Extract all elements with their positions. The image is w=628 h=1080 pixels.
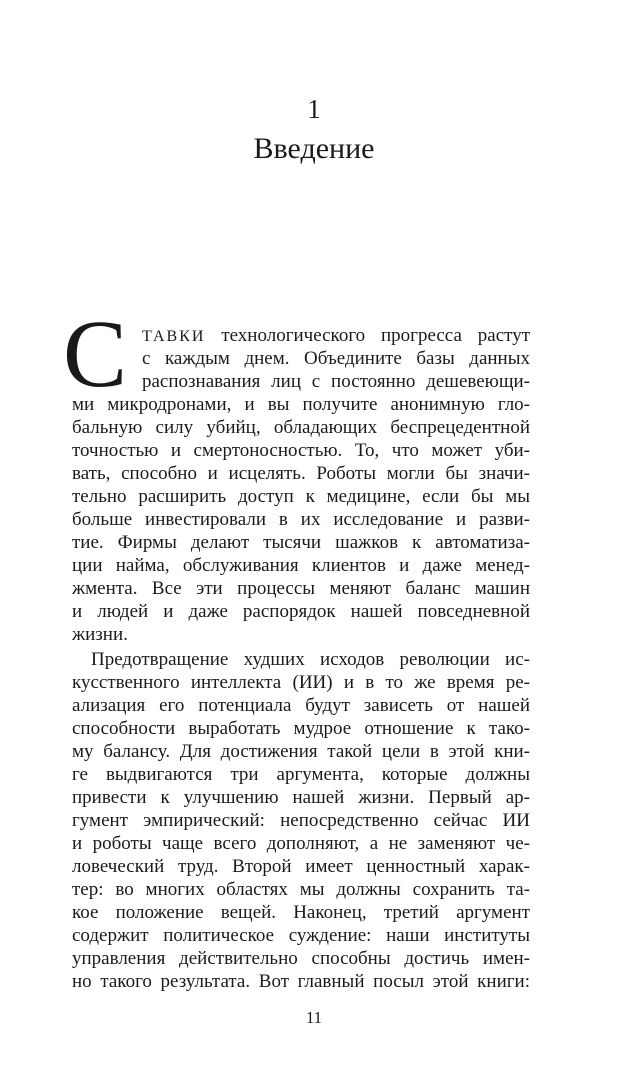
text-line: распознавания лиц с постоянно дешевеющи- bbox=[142, 371, 530, 392]
text-line: вать, способно и исцелять. Роботы могли бы значи- bbox=[72, 463, 530, 484]
text-line: гумент эмпирический: непосредственно сейчас ИИ bbox=[72, 810, 530, 831]
text-line: способности выработать мудрое отношение к тако- bbox=[72, 718, 530, 739]
text-line: ми микродронами, и вы получите анонимную гло- bbox=[72, 394, 530, 415]
text-line: содержит политическое суждение: наши институты bbox=[72, 925, 530, 946]
text-line: управления действительно способны достичь имен- bbox=[72, 948, 530, 969]
text-line bbox=[142, 324, 530, 348]
text-line: тер: во многих областях мы должны сохранить та- bbox=[72, 879, 530, 900]
lead-small-caps: ТАВКИ bbox=[142, 328, 206, 345]
text-line: ции найма, обслуживания клиентов и даже менед- bbox=[72, 555, 530, 576]
text-line: кусственного интеллекта (ИИ) и в то же время ре- bbox=[72, 672, 530, 693]
text-line: привести к улучшению нашей жизни. Первый ар- bbox=[72, 787, 530, 808]
text-line: му балансу. Для достижения такой цели в этой кни- bbox=[72, 741, 530, 762]
text-line: и роботы чаще всего дополняют, а не заменяют че- bbox=[72, 833, 530, 854]
text-line: Предотвращение худших исходов революции ис- bbox=[91, 649, 530, 670]
page-number: 11 bbox=[305, 1008, 323, 1027]
text-line: жизни. bbox=[72, 624, 128, 645]
text-line: ге выдвигаются три аргумента, которые должны bbox=[72, 764, 530, 785]
text-line: больше инвестировали в их исследование и разви- bbox=[72, 509, 530, 530]
text-line: ловеческий труд. Второй имеет ценностный харак- bbox=[72, 856, 530, 877]
text-span: технологического прогресса растут bbox=[221, 325, 530, 346]
text-line: и людей и даже распорядок нашей повседневной bbox=[72, 601, 530, 622]
text-line: бальную силу убийц, обладающих беспрецедентной bbox=[72, 417, 530, 438]
text-line: тие. Фирмы делают тысячи шажков к автоматиза- bbox=[72, 532, 530, 553]
text-line: ализация его потенциала будут зависеть от нашей bbox=[72, 695, 530, 716]
text-line: с каждым днем. Объедините базы данных bbox=[142, 348, 530, 369]
chapter-title: Введение bbox=[253, 132, 375, 165]
text-line: тельно расширить доступ к медицине, если бы мы bbox=[72, 486, 530, 507]
drop-cap: С bbox=[63, 300, 128, 407]
chapter-number: 1 bbox=[307, 94, 321, 124]
text-line: точностью и смертоносностью. То, что может уби- bbox=[72, 440, 530, 461]
text-line: жмента. Все эти процессы меняют баланс машин bbox=[72, 578, 530, 599]
text-line: но такого результата. Вот главный посыл этой книги: bbox=[72, 971, 530, 992]
text-line: кое положение вещей. Наконец, третий аргумент bbox=[72, 902, 530, 923]
